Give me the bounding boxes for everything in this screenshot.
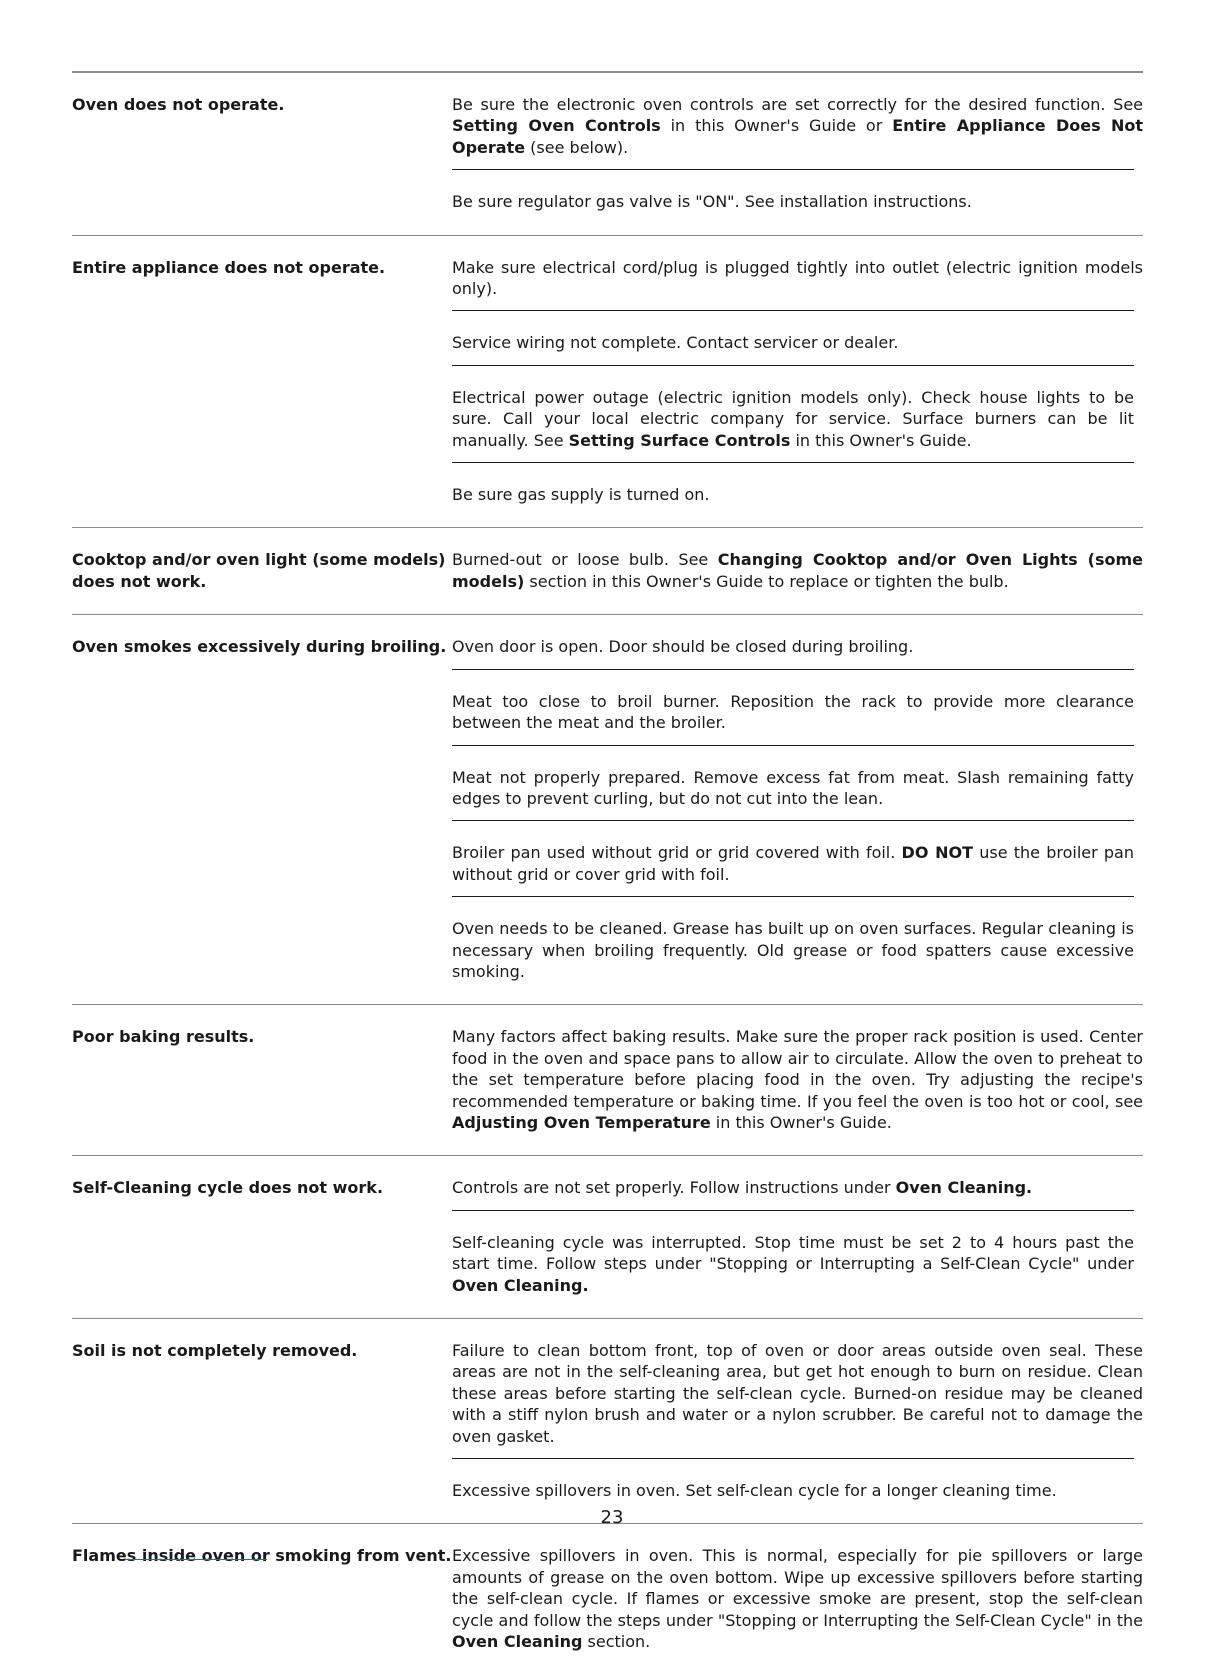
problem-text: Entire appliance does not operate. — [72, 257, 386, 277]
solution-reference: Adjusting Oven Temperature — [452, 1112, 711, 1132]
solution-list — [452, 1156, 1143, 1318]
solution-segment: Self-cleaning cycle was interrupted. Stop time must be set 2 to 4 hours past the start time. Follow steps under "Stopping or Interrupting a Self-Clean Cycle" under — [452, 1232, 1134, 1274]
solution-text — [452, 615, 1143, 668]
problem-text: Flames inside oven or smoking from vent. — [72, 1546, 452, 1566]
problem-text: Poor baking results. — [72, 1027, 255, 1047]
solution-segment: Oven needs to be cleaned. Grease has built up on oven surfaces. Regular cleaning is necessary when broiling frequently. Old grease or food spatters cause excessive smoking. — [452, 919, 1134, 981]
solution-segment: Electrical power outage (electric ignition models only). Check house lights to be sure. Call your local electric company for service. Surface burners can be lit manually. See — [452, 387, 1134, 450]
solution-segment: Be sure the electronic oven controls are set correctly for the desired function. See — [452, 95, 1143, 114]
solution-text — [452, 1156, 1143, 1209]
troubleshooting-table — [72, 71, 1143, 1674]
solution-segment: in this Owner's Guide. — [790, 430, 972, 450]
solution-segment: Service wiring not complete. Contact servicer or dealer. — [452, 333, 899, 353]
troubleshooting-row — [72, 615, 1143, 1005]
page-number: 23 — [600, 1507, 624, 1528]
troubleshooting-row — [72, 236, 1143, 529]
solution-segment: Excessive spillovers in oven. This is normal, especially for pie spillovers or large amounts of grease on the oven bottom. Wipe up excessive spillovers before starting the self-clean cycle. If flames or excessive smoke are present, stop the self-clean cycle and follow the steps under "Stopping or Interrupting the Self-Clean Cycle" in the — [452, 1546, 1143, 1630]
troubleshooting-row — [72, 1524, 1143, 1674]
solution-segment: use the broiler pan without grid or cover grid with foil. — [452, 843, 1134, 884]
solution-list — [452, 73, 1143, 235]
solution-list — [452, 1524, 1143, 1674]
problem-text: Soil is not completely removed. — [72, 1341, 358, 1360]
troubleshooting-row — [72, 1319, 1143, 1524]
solution-list — [452, 528, 1143, 614]
solution-reference: Changing Cooktop and/or Oven Lights (some models) — [452, 550, 1144, 591]
solution-segment: section in this Owner's Guide to replace or tighten the bulb. — [524, 571, 1009, 591]
problem-text: Self-Cleaning cycle does not work. — [72, 1178, 384, 1198]
solution-list — [452, 1005, 1143, 1155]
solution-segment: Meat not properly prepared. Remove excess fat from meat. Slash remaining fatty edges to prevent curling, but do not cut into the lean. — [452, 767, 1134, 808]
troubleshooting-row — [72, 528, 1143, 615]
solution-segment: in this Owner's Guide or — [660, 116, 893, 136]
solution-list — [452, 615, 1143, 1004]
solution-segment: Controls are not set properly. Follow instructions under — [452, 1178, 896, 1198]
solution-text — [452, 1319, 1143, 1458]
solution-text — [452, 745, 1134, 821]
solution-text — [452, 169, 1134, 223]
solution-reference: Entire Appliance Does Not Operate — [452, 116, 1144, 157]
solution-reference: Oven Cleaning. — [452, 1275, 589, 1295]
solution-text — [452, 820, 1134, 896]
solution-text — [452, 310, 1134, 364]
solution-segment: Meat too close to broil burner. Reposition the rack to provide more clearance between the meat and the broiler. — [452, 691, 1134, 733]
solution-text — [452, 365, 1134, 462]
solution-list — [452, 236, 1143, 528]
solution-text — [452, 236, 1143, 311]
problem-text: Oven does not operate. — [72, 95, 285, 114]
solution-reference: DO NOT — [901, 843, 974, 863]
solution-segment: Be sure regulator gas valve is "ON". See installation instructions. — [452, 192, 972, 212]
solution-segment: Oven door is open. Door should be closed during broiling. — [452, 637, 914, 657]
troubleshooting-row — [72, 1156, 1143, 1319]
solution-text — [452, 896, 1134, 993]
solution-text — [452, 1005, 1143, 1144]
solution-text — [452, 462, 1134, 516]
problem-text: Cooktop and/or oven light (some models) does not work. — [72, 550, 446, 591]
solution-segment: Make sure electrical cord/plug is plugged tightly into outlet (electric ignition models only). — [452, 257, 1143, 299]
solution-text — [452, 1524, 1143, 1663]
troubleshooting-row — [72, 1005, 1143, 1156]
solution-text — [452, 73, 1143, 169]
solution-text — [452, 1210, 1134, 1307]
solution-segment: Many factors affect baking results. Make sure the proper rack position is used. Center food in the oven and space pans to allow air to circulate. Allow the oven to preheat to the set temperature before placing food in the oven. Try adjusting the recipe's recommended temperature or baking time. If you feel the oven is too hot or cool, see — [452, 1027, 1143, 1111]
solution-text — [452, 669, 1134, 745]
solution-reference: Setting Surface Controls — [568, 430, 791, 450]
footer-link-underline — [125, 1559, 267, 1560]
solution-segment: Failure to clean bottom front, top of oven or door areas outside oven seal. These areas are not in the self-cleaning area, but get hot enough to burn on residue. Clean these areas before starting the self-clean cycle. Burned-on residue may be cleaned with a stiff nylon brush and water or a nylon scrubber. Be careful not to damage the oven gasket. — [452, 1341, 1143, 1446]
solution-segment: Be sure gas supply is turned on. — [452, 485, 710, 505]
solution-list — [452, 1319, 1143, 1523]
solution-reference: Oven Cleaning. — [895, 1178, 1033, 1198]
solution-segment: section. — [582, 1632, 651, 1652]
solution-segment: Excessive spillovers in oven. Set self-clean cycle for a longer cleaning time. — [452, 1481, 1057, 1501]
solution-segment: Broiler pan used without grid or grid covered with foil. — [452, 843, 902, 863]
solution-reference: Setting Oven Controls — [452, 116, 661, 136]
solution-segment: in this Owner's Guide. — [710, 1112, 892, 1132]
troubleshooting-row — [72, 73, 1143, 236]
problem-text: Oven smokes excessively during broiling. — [72, 637, 447, 657]
solution-segment: Burned-out or loose bulb. See — [452, 550, 718, 570]
solution-segment: (see below). — [525, 137, 629, 157]
solution-text — [452, 1458, 1134, 1512]
solution-reference: Oven Cleaning — [452, 1632, 583, 1652]
solution-text — [452, 528, 1143, 603]
troubleshooting-rows — [72, 73, 1143, 1674]
